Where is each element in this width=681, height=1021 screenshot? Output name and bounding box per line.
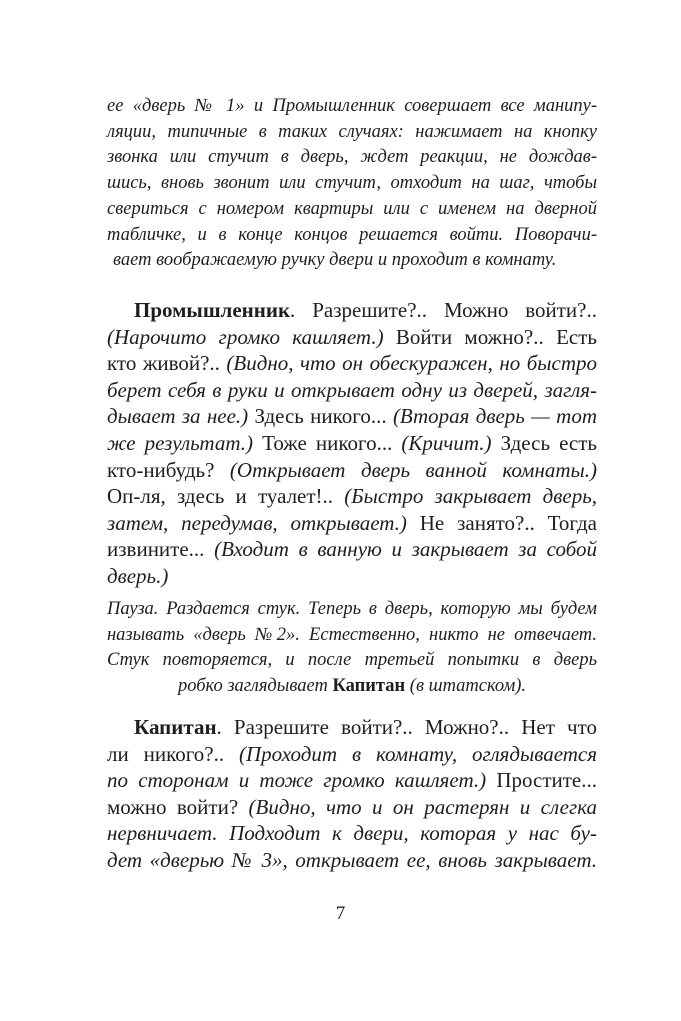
text-line — [107, 350, 597, 377]
speech-text: . Разрешите?.. Можно войти?.. — [290, 298, 597, 322]
text-line — [107, 536, 597, 563]
text-line: вает воображаемую ручку двери и проходит в комнату. — [113, 250, 557, 271]
text-line — [107, 403, 597, 430]
character-name: Капитан — [332, 676, 406, 697]
text-line — [107, 457, 597, 484]
speech-text: кто-нибудь? — [107, 457, 230, 482]
page-number: 7 — [335, 903, 346, 924]
speech-text: извините... — [107, 537, 215, 562]
remark-text: дывает за нее.) — [107, 404, 249, 429]
remark-text: нервничает. Подходит к двери, которая у нас бу- — [107, 821, 597, 846]
remark-text: (Нарочито громко кашляет.) — [107, 324, 384, 349]
text-line — [107, 820, 597, 847]
text-line: шись, вновь звонит или стучит, отходит на шаг, чтобы — [107, 173, 597, 194]
remark-text: по сторонам и тоже громко кашляет.) — [107, 768, 487, 793]
dialogue-paragraph — [107, 297, 597, 590]
speaker-name: Капитан — [134, 715, 217, 739]
text-line — [107, 377, 597, 404]
remark-text: (Входит в ванную и закрывает за собой — [214, 537, 597, 562]
text-line — [107, 741, 597, 768]
text-line — [107, 510, 597, 537]
stage-direction-paragraph — [107, 597, 597, 700]
speech-text: кто живой?.. — [107, 351, 227, 376]
text-line: ее «дверь № 1» и Промышленник совершает все манипу- — [107, 96, 597, 116]
text-line: ляции, типичные в таких случаях: нажимает на кнопку — [107, 121, 597, 142]
remark-text: (Открывает дверь ванной комнаты.) — [229, 457, 597, 482]
remark-text: (Видно, что и он растерян и слегка — [248, 794, 597, 819]
text-line: называть «дверь №2». Естественно, никто не отвечает. — [107, 624, 597, 645]
remark-text: дверь.) — [107, 563, 169, 588]
text-line — [107, 794, 597, 821]
remark-text: (Проходит в комнату, оглядывается — [239, 741, 597, 766]
text-line — [107, 483, 597, 510]
text-line: табличке, и в конце концов решается войти. Поворачи- — [107, 224, 597, 245]
text-line — [107, 430, 597, 457]
speech-text: Тоже никого... — [253, 430, 402, 455]
remark-text: (Кричит.) — [401, 430, 492, 455]
speech-text: Простите... — [486, 768, 597, 793]
remark-text: (Быстро закрывает дверь, — [344, 484, 598, 509]
text-line — [107, 563, 597, 590]
remark-text: (Видно, что он обескуражен, но быстро — [226, 351, 597, 376]
text-line: звонка или стучит в дверь, ждет реакции, не дождав- — [107, 147, 597, 168]
remark-text: дет «дверью № 3», открывает ее, вновь закрывает. — [107, 847, 597, 872]
remark-text: же результат.) — [107, 430, 254, 455]
text-line — [107, 674, 597, 700]
text-line — [107, 324, 597, 351]
text-line: Стук повторяется, и после третьей попытки в дверь — [107, 650, 597, 671]
text-line — [107, 714, 597, 741]
text-line: Пауза. Раздается стук. Теперь в дверь, которую мы будем — [107, 599, 597, 619]
speech-text: Здесь никого... — [248, 404, 393, 429]
remark-text: берет себя в руки и открывает одну из дверей, загля- — [107, 377, 597, 402]
dialogue-paragraph — [107, 714, 597, 874]
speech-text: Войти можно?.. Есть — [383, 324, 597, 349]
stage-direction-paragraph — [107, 94, 597, 274]
text-line — [107, 847, 597, 874]
speech-text: Не занято?.. Тогда — [406, 510, 597, 535]
speaker-name: Промышленник — [134, 298, 291, 322]
direction-text: робко заглядывает — [177, 676, 333, 697]
speech-text: Здесь есть — [491, 430, 598, 455]
speech-text: ли никого?.. — [107, 741, 240, 766]
remark-text: (Вторая дверь — тот — [392, 404, 597, 429]
speech-text: Оп-ля, здесь и туалет!.. — [107, 484, 345, 509]
speech-text: . Разрешите войти?.. Можно?.. Нет что — [216, 715, 597, 739]
text-line: свериться с номером квартиры или с именем на дверной — [107, 198, 597, 219]
text-line — [107, 297, 597, 324]
speech-text: можно войти? — [107, 794, 249, 819]
remark-text: затем, передумав, открывает.) — [107, 510, 407, 535]
text-line — [107, 767, 597, 794]
direction-text: (в штатском). — [405, 676, 527, 697]
